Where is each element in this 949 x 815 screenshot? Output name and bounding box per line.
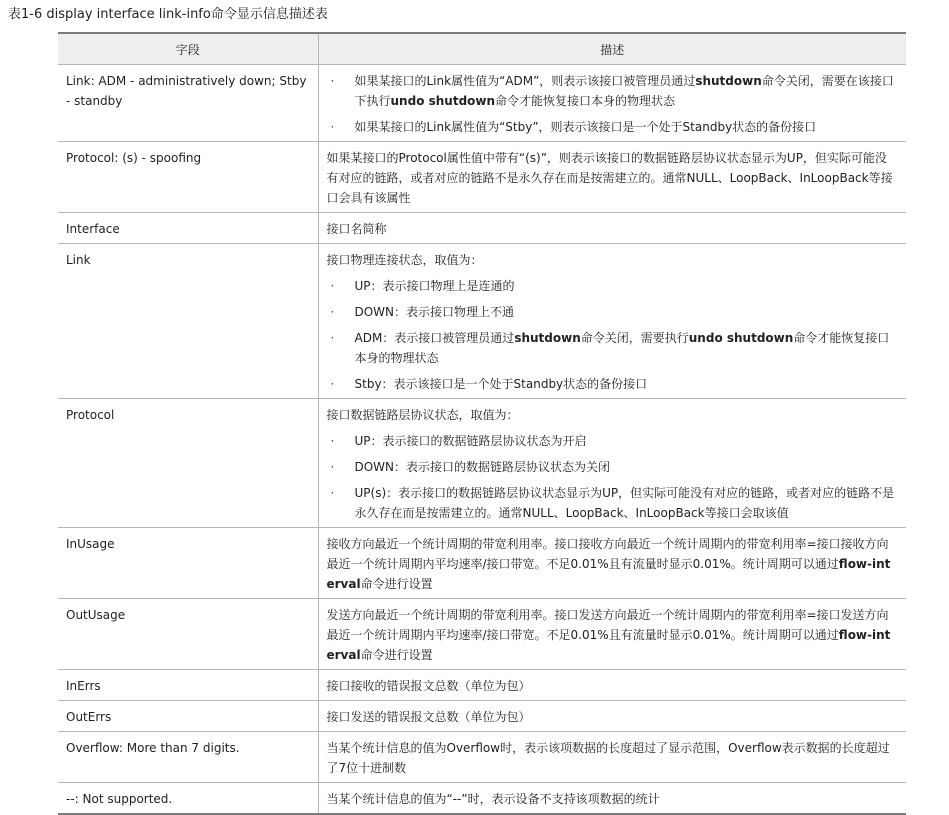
table-row	[58, 65, 906, 142]
text-run: UP：表示接口物理上是连通的	[354, 279, 515, 293]
text-run: DOWN：表示接口物理上不通	[354, 305, 515, 319]
table-row	[58, 670, 906, 701]
description-text	[327, 605, 899, 665]
list-item	[327, 117, 899, 137]
description-text	[327, 789, 899, 809]
table-row	[58, 783, 906, 815]
table-row	[58, 528, 906, 599]
description-bullet-list	[327, 431, 899, 523]
list-item	[327, 374, 899, 394]
text-run: ADM：表示接口被管理员通过	[354, 331, 515, 345]
description-text	[327, 219, 899, 239]
description-text	[327, 738, 899, 778]
description-cell	[318, 244, 906, 399]
command-keyword: undo shutdown	[390, 94, 496, 108]
text-run: 接口发送的错误报文总数（单位为包）	[326, 710, 531, 724]
text-run: 命令才能恢复接口本身的物理状态	[354, 331, 890, 365]
description-cell	[318, 732, 906, 783]
list-item	[327, 431, 899, 451]
list-item	[327, 71, 899, 111]
description-bullet-list	[327, 276, 899, 394]
description-cell	[318, 783, 906, 815]
command-keyword: flow-interval	[326, 628, 891, 662]
header-field: 字段	[58, 33, 318, 65]
link-info-table	[58, 32, 906, 815]
field-cell: --: Not supported.	[58, 783, 318, 815]
field-cell: OutUsage	[58, 599, 318, 670]
text-run: 当某个统计信息的值为Overflow时，表示该项数据的长度超过了显示范围，Overflow表示数据的长度超过了7位十进制数	[326, 741, 890, 775]
description-intro: 接口物理连接状态，取值为：	[326, 253, 483, 267]
list-item	[327, 457, 899, 477]
text-run: 如果某接口的Protocol属性值中带有“(s)”，则表示该接口的数据链路层协议状态显示为UP，但实际可能没有对应的链路，或者对应的链路不是永久存在而是按需建立的。通常NULL、LoopBack、InLoopBack等接口会具有该属性	[326, 151, 893, 205]
description-cell	[318, 701, 906, 732]
text-run: 命令关闭，需要执行	[580, 331, 689, 345]
description-text	[327, 676, 899, 696]
description-cell	[318, 399, 906, 528]
table-row	[58, 244, 906, 399]
table-row	[58, 599, 906, 670]
description-text	[327, 707, 899, 727]
text-run: 如果某接口的Link属性值为“ADM”，则表示该接口被管理员通过	[354, 74, 696, 88]
field-cell: InUsage	[58, 528, 318, 599]
text-run: 命令进行设置	[360, 577, 433, 591]
command-keyword: shutdown	[514, 331, 581, 345]
command-keyword: undo shutdown	[688, 331, 794, 345]
text-run: 命令关闭，需要在该接口下执行	[354, 74, 894, 108]
header-description: 描述	[318, 33, 906, 65]
field-cell: Overflow: More than 7 digits.	[58, 732, 318, 783]
table-header-row	[58, 33, 906, 65]
command-keyword: flow-interval	[326, 557, 891, 591]
text-run: 接口接收的错误报文总数（单位为包）	[326, 679, 531, 693]
field-cell: OutErrs	[58, 701, 318, 732]
description-text	[327, 148, 899, 208]
list-item	[327, 276, 899, 296]
table-row	[58, 213, 906, 244]
text-run: 命令才能恢复接口本身的物理状态	[495, 94, 676, 108]
list-item	[327, 483, 899, 523]
description-bullet-list	[327, 71, 899, 137]
description-cell	[318, 528, 906, 599]
text-run: 接收方向最近一个统计周期的带宽利用率。接口接收方向最近一个统计周期内的带宽利用率=接口接收方向最近一个统计周期内平均速率/接口带宽。不足0.01%且有流量时显示0.01%。统计周期可以通过	[326, 537, 889, 571]
description-cell	[318, 65, 906, 142]
description-intro: 接口数据链路层协议状态，取值为：	[326, 408, 519, 422]
text-run: 命令进行设置	[360, 648, 433, 662]
field-cell: Interface	[58, 213, 318, 244]
list-item	[327, 328, 899, 368]
text-run: 如果某接口的Link属性值为“Stby”，则表示该接口是一个处于Standby状态的备份接口	[354, 120, 817, 134]
description-cell	[318, 213, 906, 244]
field-cell: Link: ADM - administratively down; Stby - standby	[58, 65, 318, 142]
description-text	[327, 534, 899, 594]
text-run: 发送方向最近一个统计周期的带宽利用率。接口发送方向最近一个统计周期内的带宽利用率=接口发送方向最近一个统计周期内平均速率/接口带宽。不足0.01%且有流量时显示0.01%。统计周期可以通过	[326, 608, 889, 642]
text-run: UP(s)：表示接口的数据链路层协议状态显示为UP，但实际可能没有对应的链路，或者对应的链路不是永久存在而是按需建立的。通常NULL、LoopBack、InLoopBack等接口会取该值	[354, 486, 895, 520]
command-keyword: shutdown	[695, 74, 762, 88]
field-cell: Link	[58, 244, 318, 399]
field-cell: InErrs	[58, 670, 318, 701]
field-cell: Protocol	[58, 399, 318, 528]
description-cell	[318, 599, 906, 670]
text-run: 当某个统计信息的值为“--”时，表示设备不支持该项数据的统计	[326, 792, 660, 806]
table-row	[58, 142, 906, 213]
table-row	[58, 701, 906, 732]
description-cell	[318, 142, 906, 213]
text-run: UP：表示接口的数据链路层协议状态为开启	[354, 434, 587, 448]
text-run: DOWN：表示接口的数据链路层协议状态为关闭	[354, 460, 611, 474]
table-caption: 表1-6 display interface link-info命令显示信息描述表	[8, 7, 328, 22]
list-item	[327, 302, 899, 322]
text-run: 接口名简称	[326, 222, 387, 236]
table-row	[58, 732, 906, 783]
description-cell	[318, 670, 906, 701]
table-row	[58, 399, 906, 528]
text-run: Stby：表示该接口是一个处于Standby状态的备份接口	[354, 377, 648, 391]
field-cell: Protocol: (s) - spoofing	[58, 142, 318, 213]
